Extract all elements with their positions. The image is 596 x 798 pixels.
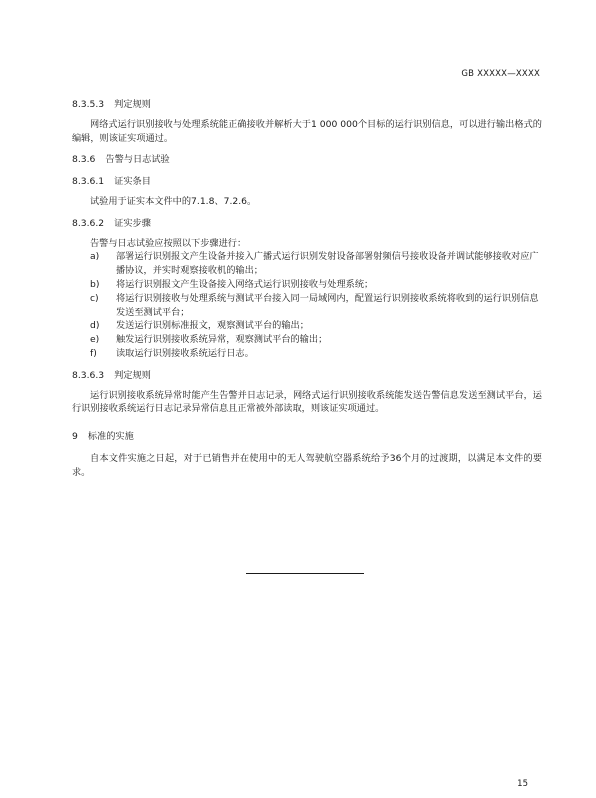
paragraph-9: 自本文件实施之日起，对于已销售并在使用中的无人驾驶航空器系统给予36个月的过渡期，以满足本文件的要求。 <box>72 452 542 478</box>
heading-8-3-5-3 <box>72 98 542 112</box>
document-body <box>72 98 542 480</box>
heading-number: 8.3.6.1 <box>72 176 105 188</box>
list-item <box>72 347 542 361</box>
list-text: 将运行识别接收与处理系统与测试平台接入同一局域网内，配置运行识别接收系统将收到的运行识别信息发送至测试平台； <box>116 292 539 318</box>
heading-number: 8.3.6.2 <box>72 217 105 229</box>
heading-title: 标准的实施 <box>87 431 134 443</box>
list-text: 部署运行识别报文产生设备并接入广播式运行识别发射设备部署射频信号接收设备并调试能够接收对应广播协议，并实时观察接收机的输出； <box>116 251 539 277</box>
heading-title: 判定规则 <box>114 99 151 110</box>
heading-8-3-6-2 <box>72 217 542 231</box>
list-item <box>72 250 542 278</box>
document-code: GB XXXXX—XXXX <box>461 69 540 79</box>
heading-title: 证实条目 <box>114 176 151 188</box>
list-marker: a) <box>90 251 100 263</box>
end-rule <box>246 573 364 574</box>
heading-number: 9 <box>72 431 78 443</box>
list-text: 触发运行识别接收系统异常，观察测试平台的输出； <box>116 334 328 346</box>
steps-intro: 告警与日志试验应按照以下步骤进行： <box>90 237 247 249</box>
list-text: 读取运行识别接收系统运行日志。 <box>116 347 254 359</box>
heading-title: 告警与日志试验 <box>105 154 170 166</box>
heading-8-3-6-3 <box>72 369 542 383</box>
heading-number: 8.3.5.3 <box>72 99 105 110</box>
list-marker: d) <box>90 320 100 332</box>
heading-title: 证实步骤 <box>114 217 151 229</box>
steps-list <box>72 250 542 360</box>
heading-8-3-6 <box>72 153 542 167</box>
heading-number: 8.3.6 <box>72 154 96 166</box>
paragraph-8-3-5-3: 网络式运行识别接收与处理系统能正确接收并解析大于1 000 000个目标的运行识别信息，可以进行输出格式的编辑，则该证实项通过。 <box>72 118 542 144</box>
paragraph-8-3-6-3: 运行识别接收系统异常时能产生告警并日志记录，网络式运行识别接收系统能发送告警信息发送至测试平台，运行识别接收系统运行日志记录异常信息且正常被外部读取，则该证实项通过。 <box>72 389 542 415</box>
paragraph-8-3-6-1: 试验用于证实本文件中的7.1.8、7.2.6。 <box>90 195 257 207</box>
list-text: 发送运行识别标准报文，观察测试平台的输出； <box>116 320 309 332</box>
list-marker: f) <box>90 347 97 359</box>
list-item <box>72 292 542 320</box>
list-marker: b) <box>90 278 100 290</box>
list-marker: c) <box>90 292 99 304</box>
page-number: 15 <box>517 779 528 789</box>
heading-title: 判定规则 <box>114 369 151 381</box>
list-marker: e) <box>90 334 100 346</box>
list-text: 将运行识别报文产生设备接入网络式运行识别接收与处理系统； <box>116 278 374 290</box>
heading-number: 8.3.6.3 <box>72 369 105 381</box>
list-item <box>72 278 542 292</box>
list-item <box>72 319 542 333</box>
heading-9 <box>72 430 542 444</box>
heading-8-3-6-1 <box>72 175 542 189</box>
list-item <box>72 333 542 347</box>
